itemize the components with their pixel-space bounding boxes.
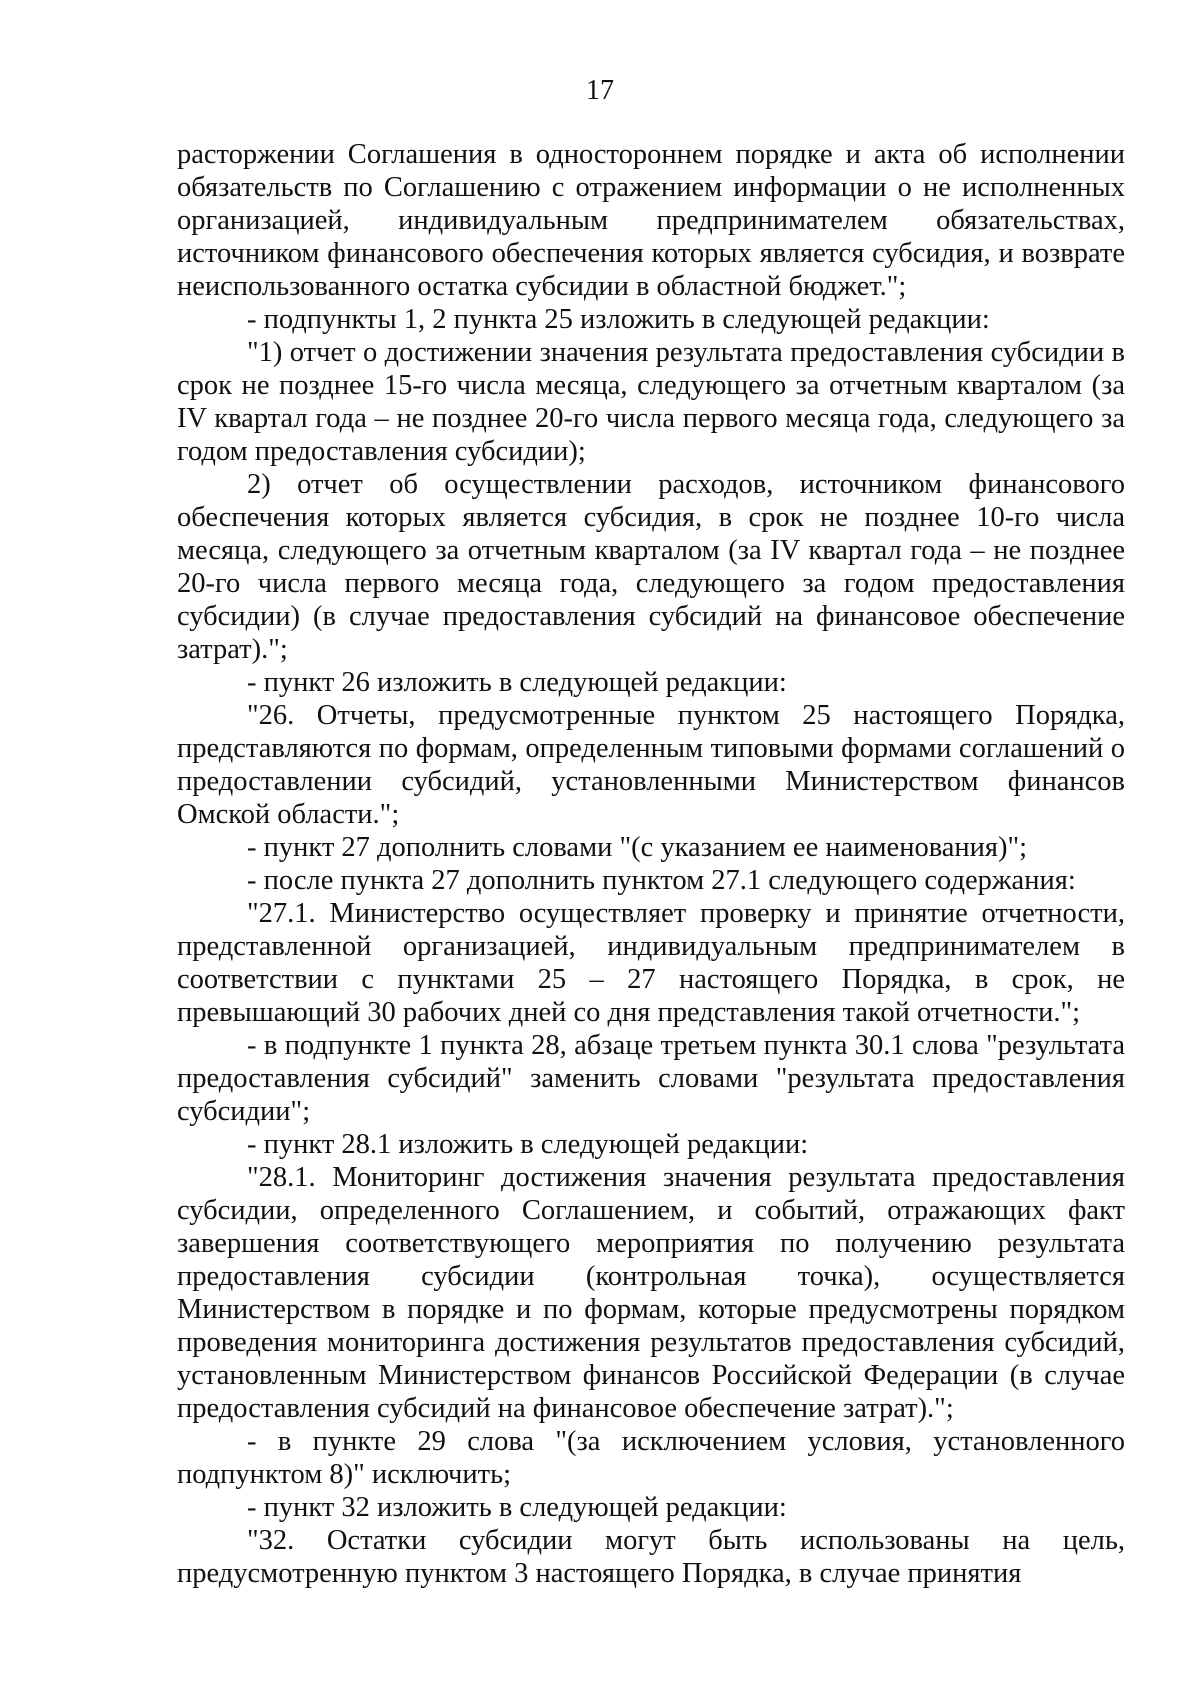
- paragraph-3: "1) отчет о достижении значения результата предоставления субсидии в срок не позднее 15-го числа месяца, следующего за отчетным кварталом (за IV квартал года – не позднее 20-го числа первого месяца года, следующего за годом предоставления субсидии);: [177, 337, 1125, 467]
- paragraph-4: 2) отчет об осуществлении расходов, источником финансового обеспечения которых является субсидия, в срок не позднее 10-го числа месяца, следующего за отчетным кварталом (за IV квартал года – не позднее 20-го числа первого месяца года, следующего за годом предоставления субсидии) (в случае предоставления субсидий на финансовое обеспечение затрат).";: [177, 469, 1125, 665]
- paragraph-10: - в подпункте 1 пункта 28, абзаце третьем пункта 30.1 слова "результата предоставления субсидий" заменить словами "результата предоставления субсидии";: [177, 1030, 1125, 1127]
- paragraph-7: - пункт 27 дополнить словами "(с указанием ее наименования)";: [247, 832, 1028, 863]
- paragraph-11: - пункт 28.1 изложить в следующей редакции:: [247, 1129, 809, 1160]
- paragraph-6: "26. Отчеты, предусмотренные пунктом 25 настоящего Порядка, представляются по формам, определенным типовыми формами соглашений о предоставлении субсидий, установленными Министерством финансов Омской области.";: [177, 700, 1125, 830]
- paragraph-9: "27.1. Министерство осуществляет проверку и принятие отчетности, представленной организацией, индивидуальным предпринимателем в соответствии с пунктами 25 – 27 настоящего Порядка, в срок, не превышающий 30 рабочих дней со дня представления такой отчетности.";: [177, 898, 1125, 1028]
- paragraph-12: "28.1. Мониторинг достижения значения результата предоставления субсидии, определенного Соглашением, и событий, отражающих факт завершения соответствующего мероприятия по получению результата предоставления субсидии (контрольная точка), осуществляется Министерством в порядке и по формам, которые предусмотрены порядком проведения мониторинга достижения результатов предоставления субсидий, установленным Министерством финансов Российской Федерации (в случае предоставления субсидий на финансовое обеспечение затрат).";: [177, 1162, 1125, 1424]
- document-body: [177, 138, 1125, 1590]
- paragraph-2: - подпункты 1, 2 пункта 25 изложить в следующей редакции:: [247, 304, 990, 335]
- paragraph-14: - пункт 32 изложить в следующей редакции:: [247, 1492, 787, 1523]
- paragraph-13: - в пункте 29 слова "(за исключением условия, установленного подпунктом 8)" исключить;: [177, 1426, 1125, 1490]
- paragraph-15: "32. Остатки субсидии могут быть использованы на цель, предусмотренную пунктом 3 настоящего Порядка, в случае принятия: [177, 1525, 1125, 1589]
- page-number: 17: [586, 75, 614, 106]
- paragraph-5: - пункт 26 изложить в следующей редакции:: [247, 667, 787, 698]
- paragraph-8: - после пункта 27 дополнить пунктом 27.1 следующего содержания:: [247, 865, 1076, 896]
- paragraph-1: расторжении Соглашения в одностороннем порядке и акта об исполнении обязательств по Соглашению с отражением информации о не исполненных организацией, индивидуальным предпринимателем обязательствах, источником финансового обеспечения которых является субсидия, и возврате неиспользованного остатка субсидии в областной бюджет.";: [177, 139, 1125, 302]
